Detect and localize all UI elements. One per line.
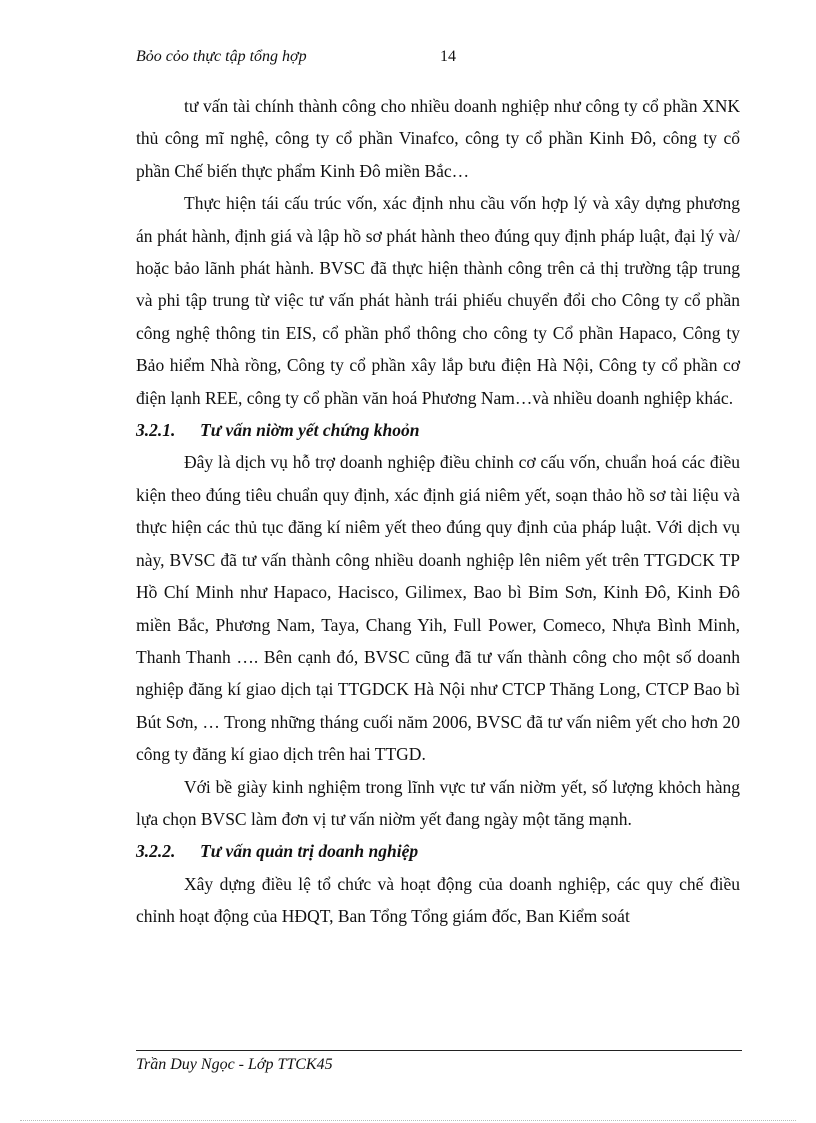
section-title: Tư vấn quản trị doanh nghiệp — [200, 841, 419, 862]
document-body — [136, 90, 740, 933]
page-footer: Trần Duy Ngọc - Lớp TTCK45 — [136, 1056, 333, 1073]
section-title: Tư vấn niờm yết chứng khoỏn — [200, 420, 420, 441]
paragraph-2: Thực hiện tái cấu trúc vốn, xác định nhu cầu vốn hợp lý và xây dựng phương án phát hành, định giá và lập hồ sơ phát hành theo đúng quy định pháp luật, đại lý và/ hoặc bảo lãnh phát hành. BVSC đã thực hiện thành công trên cả thị trường tập trung và phi tập trung từ việc tư vấn phát hành trái phiếu chuyển đổi cho Công ty cổ phần công nghệ thông tin EIS, cổ phần phổ thông cho công ty Cổ phần Hapaco, Công ty Bảo hiểm Nhà rồng, Công ty cổ phần xây lắp bưu điện Hà Nội, Công ty cổ phần cơ điện lạnh REE, công ty cổ phần văn hoá Phương Nam…và nhiều doanh nghiệp khác. — [136, 193, 740, 408]
paragraph-1: tư vấn tài chính thành công cho nhiều doanh nghiệp như công ty cổ phần XNK thủ công mĩ nghệ, công ty cổ phần Vinafco, công ty cổ phần Kinh Đô, công ty cổ phần Chế biến thực phẩm Kinh Đô miền Bắc… — [136, 96, 740, 181]
footer-divider — [136, 1050, 742, 1051]
page-header — [136, 48, 740, 72]
section-heading-3-2-2 — [136, 835, 740, 867]
section-number: 3.2.1. — [136, 420, 176, 441]
paragraph-4: Với bề giày kinh nghiệm trong lĩnh vực tư vấn niờm yết, số lượng khỏch hàng lựa chọn BVSC làm đơn vị tư vấn niờm yết đang ngày một tăng mạnh. — [136, 776, 740, 829]
section-heading-3-2-1 — [136, 414, 740, 446]
page-edge-divider — [20, 1120, 796, 1121]
paragraph-5: Xây dựng điều lệ tổ chức và hoạt động của doanh nghiệp, các quy chế điều chỉnh hoạt động của HĐQT, Ban Tổng Tổng giám đốc, Ban Kiểm soát — [136, 873, 740, 927]
header-title: Bỏo cỏo thực tập tổng hợp — [136, 48, 307, 65]
paragraph-3: Đây là dịch vụ hỗ trợ doanh nghiệp điều chỉnh cơ cấu vốn, chuẩn hoá các điều kiện theo đúng tiêu chuẩn quy định, xác định giá niêm yết, soạn thảo hồ sơ tài liệu và thực hiện các thủ tục đăng kí niêm yết theo đúng quy định của pháp luật. Với dịch vụ này, BVSC đã tư vấn thành công nhiều doanh nghiệp lên niêm yết trên TTGDCK TP Hồ Chí Minh như Hapaco, Hacisco, Gilimex, Bao bì Bỉm Sơn, Kinh Đô, Kinh Đô miền Bắc, Phương Nam, Taya, Chang Yih, Full Power, Comeco, Nhựa Bình Minh, Thanh Thanh …. Bên cạnh đó, BVSC cũng đã tư vấn thành công cho một số doanh nghiệp đăng kí giao dịch tại TTGDCK Hà Nội như CTCP Thăng Long, CTCP Bao bì Bút Sơn, … Trong những tháng cuối năm 2006, BVSC đã tư vấn niêm yết cho hơn 20 công ty đăng kí giao dịch trên hai TTGD. — [136, 452, 740, 765]
page-number: 14 — [440, 48, 456, 65]
section-number: 3.2.2. — [136, 841, 176, 862]
